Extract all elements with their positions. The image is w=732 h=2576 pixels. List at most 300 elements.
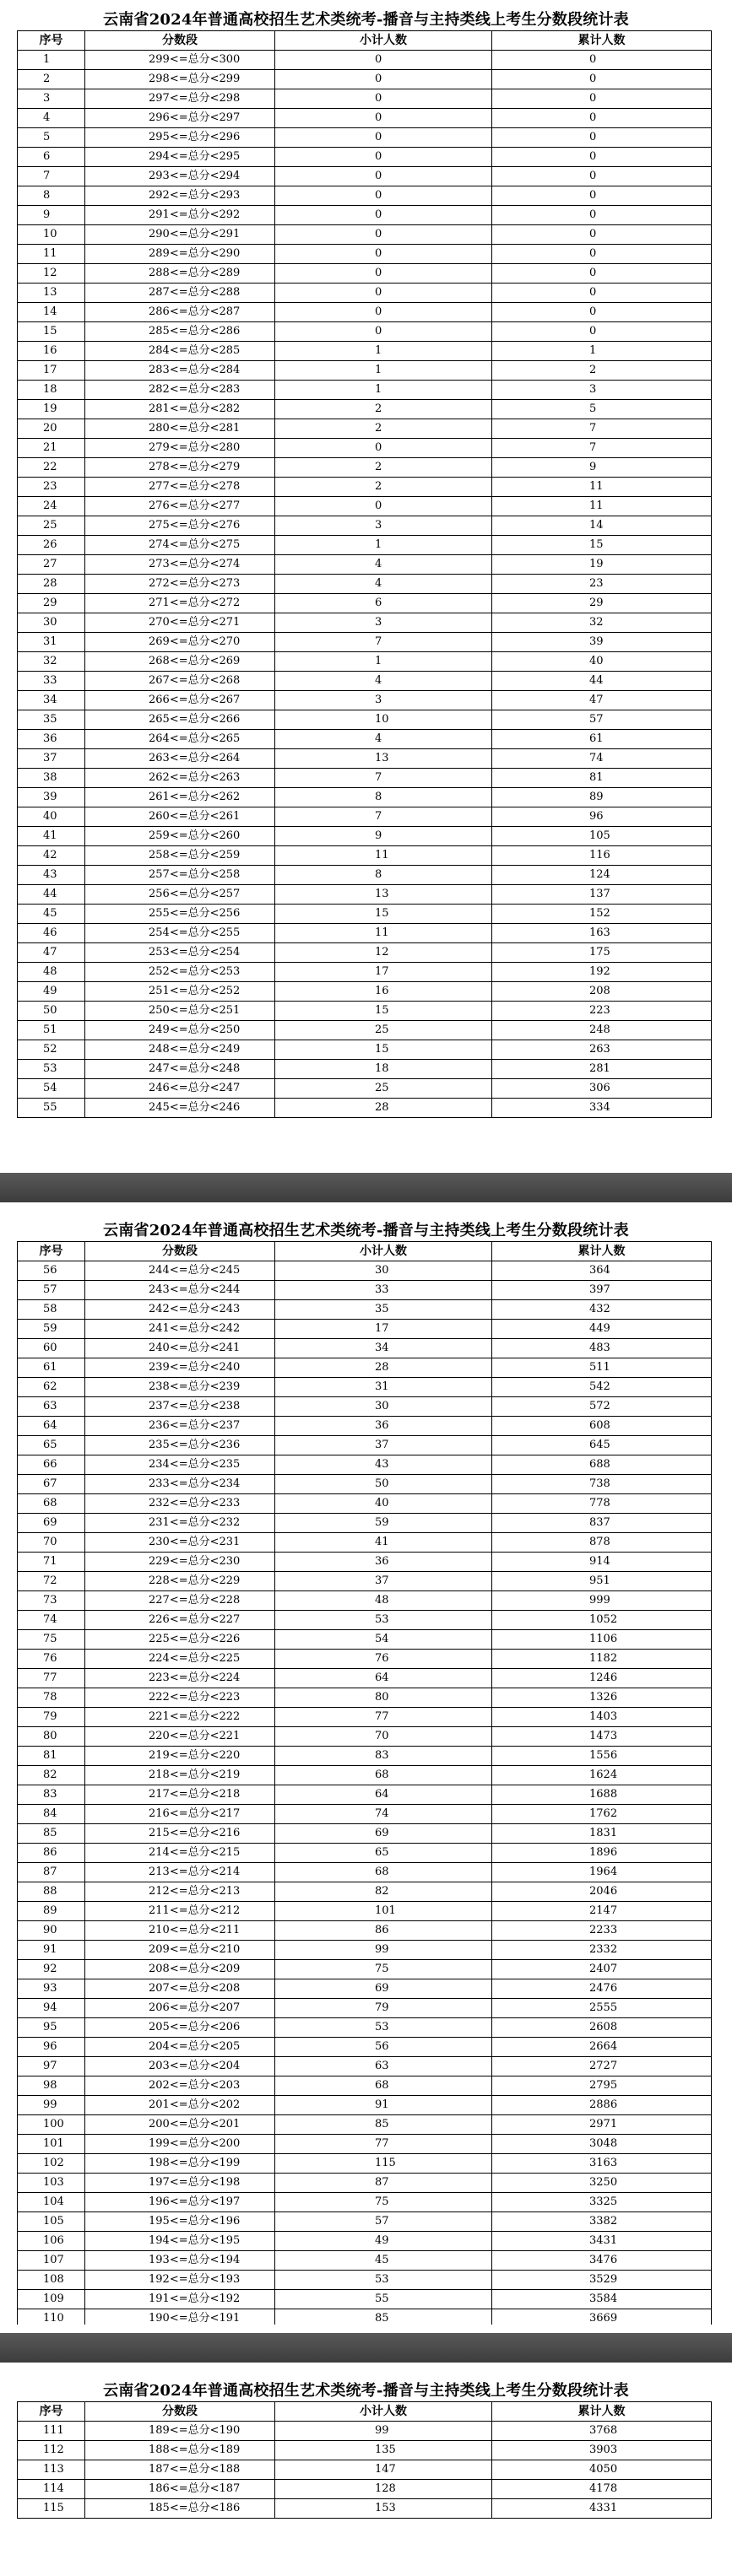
row-seq: 38 [18, 769, 85, 788]
row-score-range: 195<=总分<196 [85, 2212, 275, 2232]
row-count: 7 [275, 633, 492, 652]
row-cumulative: 5 [492, 400, 712, 419]
row-count: 2 [275, 419, 492, 439]
row-score-range: 263<=总分<264 [85, 749, 275, 769]
table-row [18, 769, 712, 788]
table-row [18, 1079, 712, 1099]
table-row [18, 2212, 712, 2232]
row-cumulative: 1688 [492, 1785, 712, 1805]
document-page-2 [0, 1211, 732, 2325]
row-score-range: 238<=总分<239 [85, 1378, 275, 1397]
table-row [18, 2038, 712, 2057]
row-cumulative: 105 [492, 827, 712, 846]
row-cumulative: 0 [492, 70, 712, 89]
row-count: 4 [275, 575, 492, 594]
table-row [18, 1999, 712, 2018]
table-row [18, 51, 712, 70]
row-count: 53 [275, 2018, 492, 2038]
row-cumulative: 0 [492, 225, 712, 245]
row-count: 53 [275, 1611, 492, 1630]
row-count: 63 [275, 2057, 492, 2076]
row-score-range: 281<=总分<282 [85, 400, 275, 419]
row-count: 153 [275, 2499, 492, 2519]
row-count: 56 [275, 2038, 492, 2057]
row-score-range: 283<=总分<284 [85, 361, 275, 381]
row-cumulative: 2 [492, 361, 712, 381]
table-row [18, 1002, 712, 1021]
header-count: 小计人数 [275, 2402, 492, 2422]
table-row [18, 2271, 712, 2290]
table-row [18, 245, 712, 264]
row-cumulative: 23 [492, 575, 712, 594]
row-score-range: 241<=总分<242 [85, 1320, 275, 1339]
table-row [18, 361, 712, 381]
row-seq: 104 [18, 2193, 85, 2212]
row-count: 17 [275, 1320, 492, 1339]
row-seq: 30 [18, 613, 85, 633]
row-count: 0 [275, 225, 492, 245]
row-seq: 59 [18, 1320, 85, 1339]
row-seq: 13 [18, 284, 85, 303]
row-count: 28 [275, 1358, 492, 1378]
row-seq: 68 [18, 1494, 85, 1514]
table-row [18, 1553, 712, 1572]
page-title: 云南省2024年普通高校招生艺术类统考-播音与主持类线上考生分数段统计表 [103, 11, 629, 29]
row-count: 7 [275, 807, 492, 827]
row-score-range: 258<=总分<259 [85, 846, 275, 866]
header-seq: 序号 [18, 31, 85, 51]
row-cumulative: 4331 [492, 2499, 712, 2519]
row-score-range: 231<=总分<232 [85, 1514, 275, 1533]
row-count: 55 [275, 2290, 492, 2309]
row-score-range: 236<=总分<237 [85, 1417, 275, 1436]
row-cumulative: 40 [492, 652, 712, 672]
row-count: 1 [275, 381, 492, 400]
row-seq: 67 [18, 1475, 85, 1494]
row-seq: 62 [18, 1378, 85, 1397]
row-seq: 53 [18, 1060, 85, 1079]
row-seq: 97 [18, 2057, 85, 2076]
row-count: 128 [275, 2480, 492, 2499]
row-count: 41 [275, 1533, 492, 1553]
row-score-range: 279<=总分<280 [85, 439, 275, 458]
row-count: 54 [275, 1630, 492, 1650]
table-row [18, 322, 712, 342]
row-cumulative: 3669 [492, 2309, 712, 2329]
row-cumulative: 1473 [492, 1727, 712, 1747]
row-seq: 77 [18, 1669, 85, 1688]
row-seq: 44 [18, 885, 85, 905]
row-cumulative: 1182 [492, 1650, 712, 1669]
row-cumulative: 81 [492, 769, 712, 788]
table-row [18, 652, 712, 672]
row-score-range: 203<=总分<204 [85, 2057, 275, 2076]
row-seq: 36 [18, 730, 85, 749]
row-cumulative: 57 [492, 710, 712, 730]
row-score-range: 295<=总分<296 [85, 128, 275, 148]
row-count: 75 [275, 1960, 492, 1979]
row-count: 37 [275, 1572, 492, 1591]
row-count: 0 [275, 303, 492, 322]
row-score-range: 196<=总分<197 [85, 2193, 275, 2212]
row-score-range: 251<=总分<252 [85, 982, 275, 1002]
table-row [18, 2154, 712, 2174]
row-score-range: 233<=总分<234 [85, 1475, 275, 1494]
row-score-range: 193<=总分<194 [85, 2251, 275, 2271]
row-seq: 43 [18, 866, 85, 885]
row-cumulative: 334 [492, 1099, 712, 1118]
table-row [18, 594, 712, 613]
table-row [18, 458, 712, 478]
row-seq: 110 [18, 2309, 85, 2329]
row-score-range: 287<=总分<288 [85, 284, 275, 303]
row-score-range: 198<=总分<199 [85, 2154, 275, 2174]
row-count: 1 [275, 536, 492, 555]
row-seq: 108 [18, 2271, 85, 2290]
table-row [18, 1630, 712, 1650]
row-score-range: 211<=总分<212 [85, 1902, 275, 1921]
row-seq: 57 [18, 1281, 85, 1300]
table-row [18, 1417, 712, 1436]
row-cumulative: 1403 [492, 1708, 712, 1727]
row-count: 35 [275, 1300, 492, 1320]
row-seq: 12 [18, 264, 85, 284]
row-cumulative: 0 [492, 128, 712, 148]
row-score-range: 290<=总分<291 [85, 225, 275, 245]
row-count: 15 [275, 905, 492, 924]
row-seq: 63 [18, 1397, 85, 1417]
row-count: 91 [275, 2096, 492, 2115]
table-row [18, 1099, 712, 1118]
row-cumulative: 208 [492, 982, 712, 1002]
row-cumulative: 542 [492, 1378, 712, 1397]
row-cumulative: 3529 [492, 2271, 712, 2290]
table-row [18, 2135, 712, 2154]
row-count: 2 [275, 458, 492, 478]
row-cumulative: 124 [492, 866, 712, 885]
table-row [18, 1824, 712, 1844]
table-row [18, 788, 712, 807]
row-cumulative: 2971 [492, 2115, 712, 2135]
row-count: 37 [275, 1436, 492, 1455]
row-count: 59 [275, 1514, 492, 1533]
row-seq: 22 [18, 458, 85, 478]
row-score-range: 218<=总分<219 [85, 1766, 275, 1785]
row-count: 0 [275, 264, 492, 284]
row-score-range: 216<=总分<217 [85, 1805, 275, 1824]
row-cumulative: 914 [492, 1553, 712, 1572]
row-score-range: 284<=总分<285 [85, 342, 275, 361]
row-count: 43 [275, 1455, 492, 1475]
row-score-range: 276<=总分<277 [85, 497, 275, 516]
row-cumulative: 0 [492, 89, 712, 109]
row-count: 79 [275, 1999, 492, 2018]
row-cumulative: 1326 [492, 1688, 712, 1708]
table-row [18, 2422, 712, 2441]
row-count: 77 [275, 1708, 492, 1727]
row-count: 57 [275, 2212, 492, 2232]
row-seq: 86 [18, 1844, 85, 1863]
row-cumulative: 0 [492, 148, 712, 167]
table-row [18, 2115, 712, 2135]
row-seq: 40 [18, 807, 85, 827]
row-score-range: 220<=总分<221 [85, 1727, 275, 1747]
row-count: 0 [275, 284, 492, 303]
row-seq: 98 [18, 2076, 85, 2096]
row-seq: 107 [18, 2251, 85, 2271]
row-count: 65 [275, 1844, 492, 1863]
table-header-row [18, 31, 712, 51]
row-score-range: 221<=总分<222 [85, 1708, 275, 1727]
row-count: 3 [275, 691, 492, 710]
row-count: 0 [275, 186, 492, 206]
table-row [18, 284, 712, 303]
table-row [18, 303, 712, 322]
row-score-range: 273<=总分<274 [85, 555, 275, 575]
row-cumulative: 7 [492, 439, 712, 458]
table-row [18, 2096, 712, 2115]
row-count: 25 [275, 1021, 492, 1040]
row-score-range: 186<=总分<187 [85, 2480, 275, 2499]
table-row [18, 1514, 712, 1533]
table-row [18, 1378, 712, 1397]
table-row [18, 1300, 712, 1320]
table-row [18, 749, 712, 769]
row-count: 1 [275, 342, 492, 361]
row-cumulative: 688 [492, 1455, 712, 1475]
row-score-range: 286<=总分<287 [85, 303, 275, 322]
table-row [18, 1882, 712, 1902]
row-score-range: 245<=总分<246 [85, 1099, 275, 1118]
row-seq: 88 [18, 1882, 85, 1902]
row-count: 101 [275, 1902, 492, 1921]
table-row [18, 2251, 712, 2271]
row-score-range: 235<=总分<236 [85, 1436, 275, 1455]
row-score-range: 202<=总分<203 [85, 2076, 275, 2096]
row-seq: 105 [18, 2212, 85, 2232]
row-seq: 26 [18, 536, 85, 555]
table-row [18, 672, 712, 691]
row-cumulative: 397 [492, 1281, 712, 1300]
row-cumulative: 4178 [492, 2480, 712, 2499]
row-count: 68 [275, 2076, 492, 2096]
row-cumulative: 3476 [492, 2251, 712, 2271]
row-score-range: 192<=总分<193 [85, 2271, 275, 2290]
row-score-range: 291<=总分<292 [85, 206, 275, 225]
table-row [18, 1611, 712, 1630]
table-row [18, 2193, 712, 2212]
row-seq: 41 [18, 827, 85, 846]
table-row [18, 866, 712, 885]
row-cumulative: 837 [492, 1514, 712, 1533]
table-row [18, 1436, 712, 1455]
row-seq: 27 [18, 555, 85, 575]
row-score-range: 219<=总分<220 [85, 1747, 275, 1766]
row-score-range: 253<=总分<254 [85, 943, 275, 963]
table-row [18, 1494, 712, 1514]
row-seq: 48 [18, 963, 85, 982]
row-seq: 79 [18, 1708, 85, 1727]
row-score-range: 252<=总分<253 [85, 963, 275, 982]
table-row [18, 400, 712, 419]
table-row [18, 613, 712, 633]
row-seq: 19 [18, 400, 85, 419]
header-cumulative: 累计人数 [492, 2402, 712, 2422]
table-row [18, 536, 712, 555]
row-seq: 54 [18, 1079, 85, 1099]
row-score-range: 285<=总分<286 [85, 322, 275, 342]
table-row [18, 109, 712, 128]
row-cumulative: 449 [492, 1320, 712, 1339]
header-range: 分数段 [85, 31, 275, 51]
row-seq: 37 [18, 749, 85, 769]
row-count: 0 [275, 167, 492, 186]
row-score-range: 200<=总分<201 [85, 2115, 275, 2135]
table-row [18, 1921, 712, 1941]
row-seq: 50 [18, 1002, 85, 1021]
row-cumulative: 29 [492, 594, 712, 613]
row-cumulative: 3431 [492, 2232, 712, 2251]
row-score-range: 250<=总分<251 [85, 1002, 275, 1021]
row-cumulative: 608 [492, 1417, 712, 1436]
row-count: 6 [275, 594, 492, 613]
row-count: 135 [275, 2441, 492, 2460]
row-seq: 24 [18, 497, 85, 516]
row-score-range: 280<=总分<281 [85, 419, 275, 439]
row-count: 15 [275, 1040, 492, 1060]
row-seq: 31 [18, 633, 85, 652]
row-cumulative: 263 [492, 1040, 712, 1060]
row-score-range: 248<=总分<249 [85, 1040, 275, 1060]
row-seq: 9 [18, 206, 85, 225]
row-score-range: 289<=总分<290 [85, 245, 275, 264]
row-count: 69 [275, 1979, 492, 1999]
row-count: 1 [275, 361, 492, 381]
table-row [18, 264, 712, 284]
table-row [18, 1669, 712, 1688]
table-row [18, 2018, 712, 2038]
row-seq: 56 [18, 1261, 85, 1281]
row-seq: 33 [18, 672, 85, 691]
row-score-range: 242<=总分<243 [85, 1300, 275, 1320]
row-count: 13 [275, 885, 492, 905]
row-count: 0 [275, 439, 492, 458]
row-seq: 82 [18, 1766, 85, 1785]
row-count: 8 [275, 788, 492, 807]
row-score-range: 206<=总分<207 [85, 1999, 275, 2018]
table-row [18, 2232, 712, 2251]
header-range: 分数段 [85, 1242, 275, 1261]
row-count: 16 [275, 982, 492, 1002]
row-score-range: 230<=总分<231 [85, 1533, 275, 1553]
row-count: 2 [275, 478, 492, 497]
header-count: 小计人数 [275, 31, 492, 51]
row-seq: 55 [18, 1099, 85, 1118]
page-separator [0, 2325, 732, 2371]
row-score-range: 210<=总分<211 [85, 1921, 275, 1941]
row-cumulative: 32 [492, 613, 712, 633]
row-cumulative: 2608 [492, 2018, 712, 2038]
row-cumulative: 1896 [492, 1844, 712, 1863]
row-seq: 66 [18, 1455, 85, 1475]
table-row [18, 827, 712, 846]
row-count: 0 [275, 245, 492, 264]
row-cumulative: 192 [492, 963, 712, 982]
row-seq: 14 [18, 303, 85, 322]
page-title: 云南省2024年普通高校招生艺术类统考-播音与主持类线上考生分数段统计表 [103, 1222, 629, 1239]
row-cumulative: 1052 [492, 1611, 712, 1630]
row-seq: 106 [18, 2232, 85, 2251]
row-cumulative: 1624 [492, 1766, 712, 1785]
row-score-range: 237<=总分<238 [85, 1397, 275, 1417]
table-row [18, 1320, 712, 1339]
row-score-range: 298<=总分<299 [85, 70, 275, 89]
row-count: 115 [275, 2154, 492, 2174]
table-row [18, 419, 712, 439]
row-cumulative: 3250 [492, 2174, 712, 2193]
row-cumulative: 175 [492, 943, 712, 963]
table-row [18, 1805, 712, 1824]
row-seq: 85 [18, 1824, 85, 1844]
row-count: 40 [275, 1494, 492, 1514]
row-cumulative: 116 [492, 846, 712, 866]
row-count: 77 [275, 2135, 492, 2154]
row-count: 50 [275, 1475, 492, 1494]
row-cumulative: 3382 [492, 2212, 712, 2232]
row-score-range: 293<=总分<294 [85, 167, 275, 186]
row-seq: 46 [18, 924, 85, 943]
row-cumulative: 364 [492, 1261, 712, 1281]
row-seq: 95 [18, 2018, 85, 2038]
row-score-range: 228<=总分<229 [85, 1572, 275, 1591]
table-row [18, 439, 712, 458]
row-cumulative: 0 [492, 167, 712, 186]
table-row [18, 2441, 712, 2460]
table-row [18, 2174, 712, 2193]
row-count: 45 [275, 2251, 492, 2271]
row-count: 12 [275, 943, 492, 963]
row-cumulative: 3584 [492, 2290, 712, 2309]
row-count: 86 [275, 1921, 492, 1941]
row-cumulative: 2727 [492, 2057, 712, 2076]
table-row [18, 924, 712, 943]
row-count: 80 [275, 1688, 492, 1708]
row-score-range: 190<=总分<191 [85, 2309, 275, 2329]
row-seq: 101 [18, 2135, 85, 2154]
row-count: 10 [275, 710, 492, 730]
row-cumulative: 248 [492, 1021, 712, 1040]
row-seq: 69 [18, 1514, 85, 1533]
table-row [18, 2460, 712, 2480]
row-seq: 6 [18, 148, 85, 167]
row-score-range: 262<=总分<263 [85, 769, 275, 788]
row-cumulative: 2407 [492, 1960, 712, 1979]
row-seq: 72 [18, 1572, 85, 1591]
table-row [18, 1979, 712, 1999]
row-cumulative: 572 [492, 1397, 712, 1417]
row-score-range: 277<=总分<278 [85, 478, 275, 497]
row-cumulative: 645 [492, 1436, 712, 1455]
row-score-range: 194<=总分<195 [85, 2232, 275, 2251]
row-seq: 103 [18, 2174, 85, 2193]
table-row [18, 555, 712, 575]
row-cumulative: 432 [492, 1300, 712, 1320]
table-row [18, 225, 712, 245]
row-count: 9 [275, 827, 492, 846]
row-count: 76 [275, 1650, 492, 1669]
row-score-range: 185<=总分<186 [85, 2499, 275, 2519]
row-cumulative: 11 [492, 478, 712, 497]
